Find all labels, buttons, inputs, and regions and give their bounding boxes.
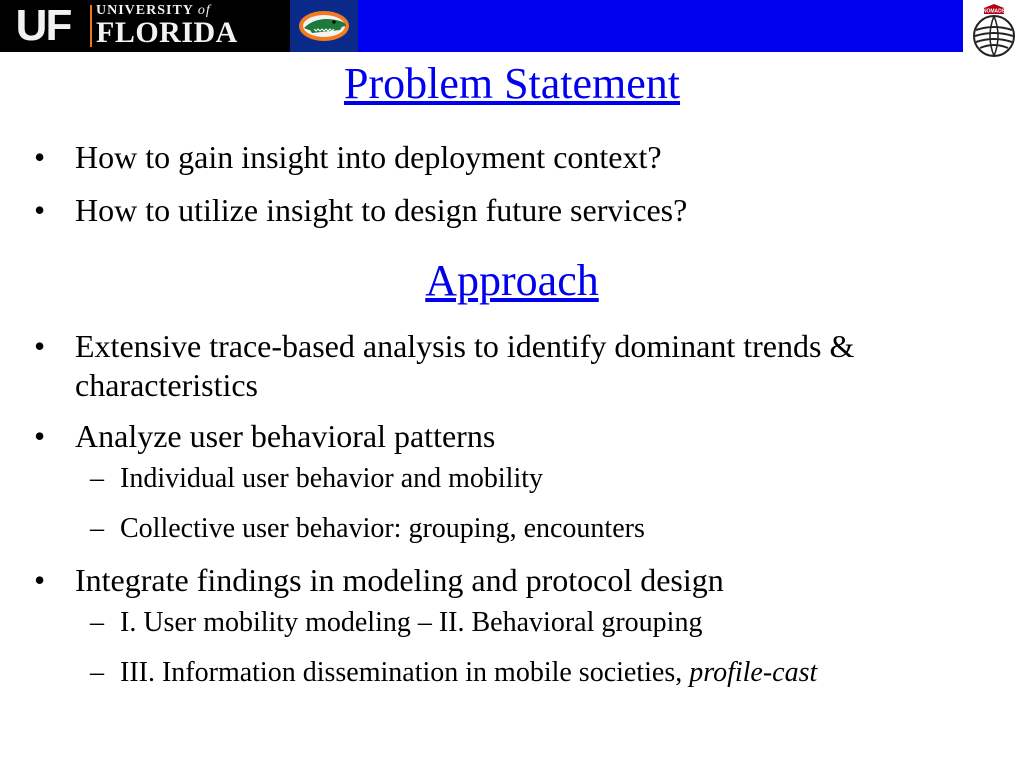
logo-divider	[90, 5, 92, 47]
approach-subbullet: – I. User mobility modeling – II. Behavioral grouping	[0, 606, 1024, 640]
uf-wordmark	[96, 4, 238, 48]
approach-bullet: • Analyze user behavioral patterns	[0, 417, 1024, 456]
nomads-globe-icon	[966, 2, 1022, 58]
slide-title-approach: Approach	[425, 256, 599, 305]
approach-subbullet-profilecast	[0, 656, 1024, 690]
uf-university-word: UNIVERSITY	[96, 3, 194, 18]
profile-cast-term: profile-cast	[689, 656, 818, 688]
uf-mark: UF	[15, 1, 71, 50]
gator-logo	[290, 0, 358, 52]
problem-bullet: • How to gain insight into deployment context?	[0, 138, 1024, 177]
approach-subbullet: – Individual user behavior and mobility	[0, 462, 1024, 496]
uf-of-word: of	[197, 3, 211, 18]
slide-title-problem: Problem Statement	[343, 59, 681, 108]
uf-florida-text: FLORIDA	[96, 16, 238, 49]
subbullet-text: III. Information dissemination in mobile societies,	[120, 656, 690, 688]
approach-bullet: • Integrate findings in modeling and protocol design	[0, 561, 1024, 600]
nomads-label: NOMADS	[982, 8, 1006, 15]
approach-subbullet: – Collective user behavior: grouping, encounters	[0, 512, 1024, 546]
approach-bullet: • Extensive trace-based analysis to identify dominant trends & characteristics	[0, 327, 1024, 405]
approach-list	[0, 327, 1024, 690]
problem-bullet: • How to utilize insight to design future services?	[0, 191, 1024, 230]
problem-list	[0, 138, 1024, 244]
uf-logo	[0, 0, 290, 52]
gator-icon	[296, 6, 352, 46]
nomads-logo	[966, 2, 1022, 58]
